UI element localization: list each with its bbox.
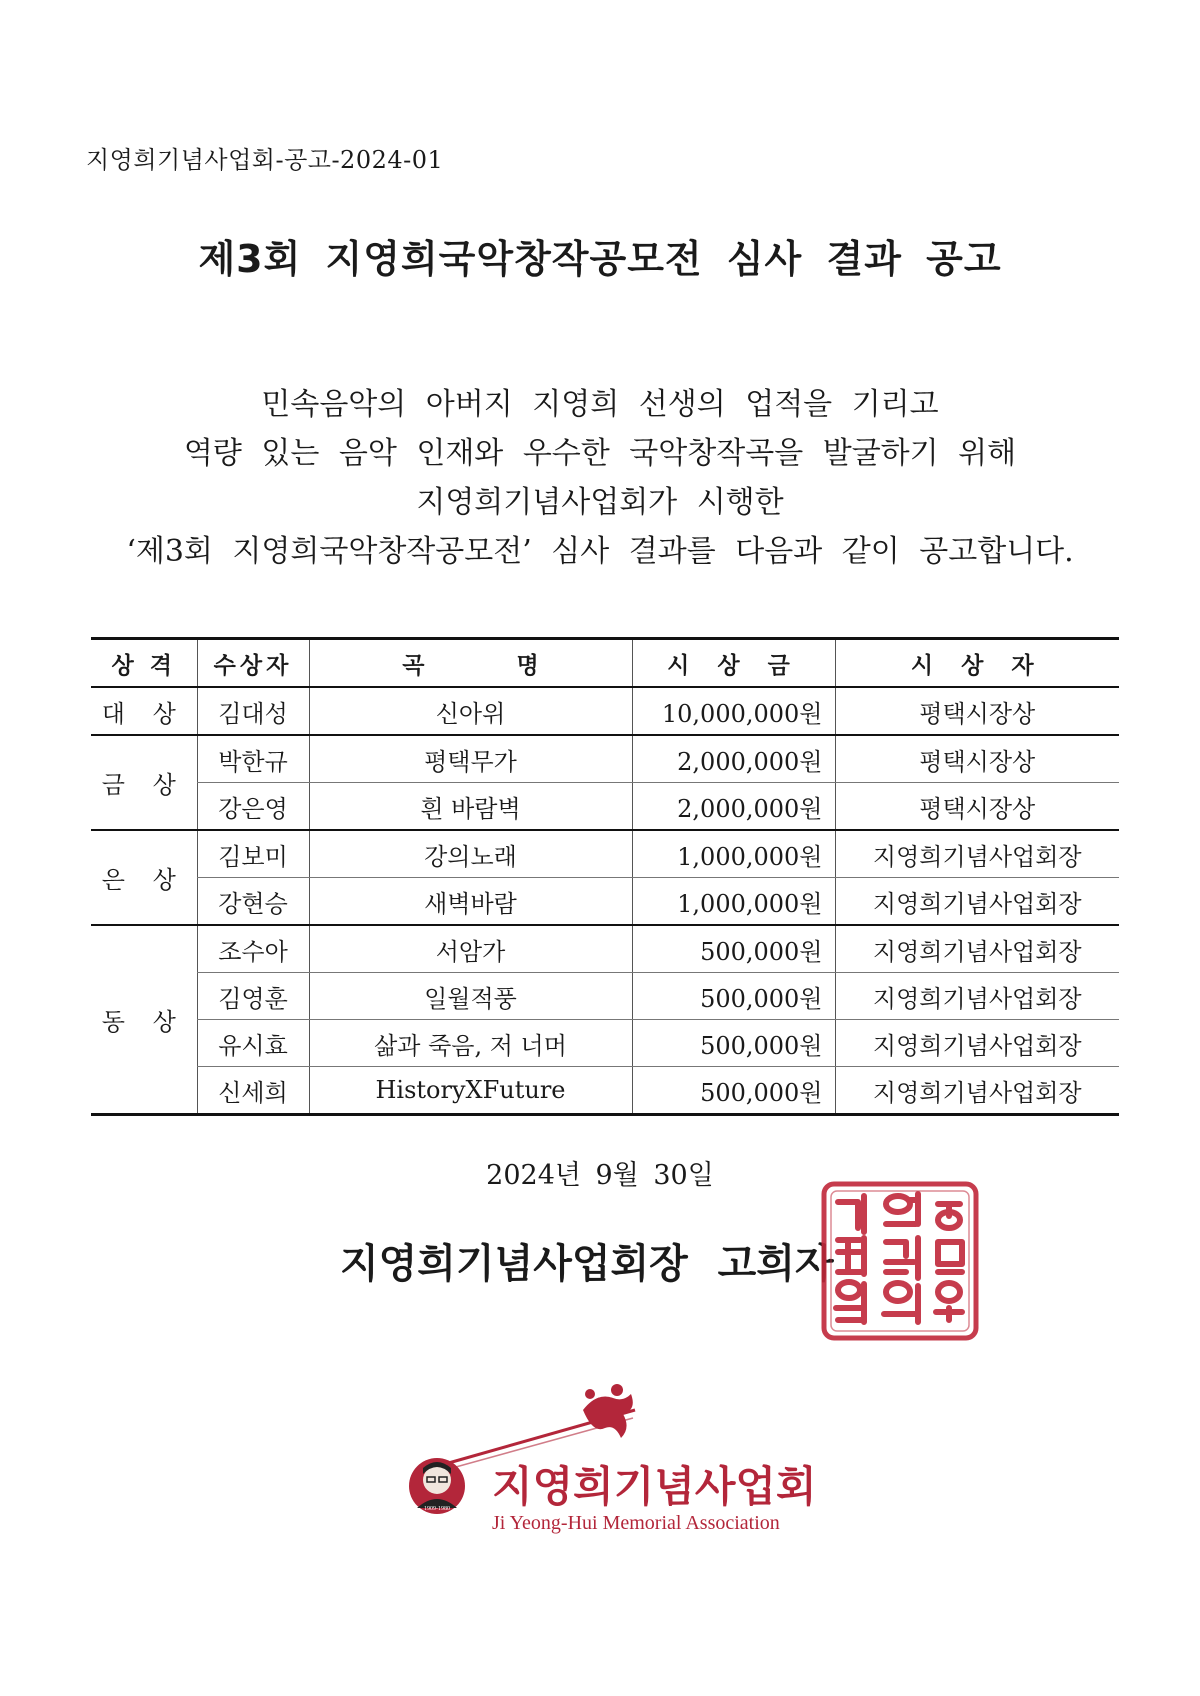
song-cell: 일월적풍: [309, 973, 632, 1020]
header-prize: 시 상 금: [632, 639, 835, 688]
winner-cell: 조수아: [197, 925, 309, 973]
prize-cell: 500,000원: [632, 1020, 835, 1067]
prize-cell: 2,000,000원: [632, 735, 835, 783]
prize-cell: 10,000,000원: [632, 687, 835, 735]
intro-line: 민속음악의 아버지 지영희 선생의 업적을 기리고: [261, 387, 939, 422]
signature-line: 지영희기념사업회장 고희자: [340, 1241, 834, 1287]
presenter-cell: 지영희기념사업회장: [835, 878, 1119, 926]
presenter-cell: 지영희기념사업회장: [835, 925, 1119, 973]
winner-cell: 강현승: [197, 878, 309, 926]
presenter-cell: 지영희기념사업회장: [835, 973, 1119, 1020]
prize-cell: 500,000원: [632, 1067, 835, 1115]
prize-cell: 1,000,000원: [632, 878, 835, 926]
rank-cell: 대 상: [91, 687, 197, 735]
table-row: [91, 1067, 1119, 1115]
table-header-row: [91, 639, 1119, 688]
table-row: [91, 830, 1119, 878]
logo-name-english: Ji Yeong-Hui Memorial Association: [492, 1512, 780, 1534]
prize-cell: 500,000원: [632, 925, 835, 973]
table-row: [91, 735, 1119, 783]
presenter-cell: 지영희기념사업회장: [835, 1020, 1119, 1067]
song-cell: HistoryXFuture: [309, 1067, 632, 1115]
song-cell: 삶과 죽음, 저 너머: [309, 1020, 632, 1067]
winner-cell: 김대성: [197, 687, 309, 735]
presenter-cell: 지영희기념사업회장: [835, 1067, 1119, 1115]
winner-cell: 박한규: [197, 735, 309, 783]
presenter-cell: 지영희기념사업회장: [835, 830, 1119, 878]
prize-cell: 2,000,000원: [632, 783, 835, 831]
rank-cell: 금 상: [91, 735, 197, 830]
intro-line: 역량 있는 음악 인재와 우수한 국악창작곡을 발굴하기 위해: [183, 436, 1017, 471]
table-row: [91, 925, 1119, 973]
song-cell: 강의노래: [309, 830, 632, 878]
prize-cell: 1,000,000원: [632, 830, 835, 878]
portrait-years: 1909-1980: [424, 1506, 450, 1512]
header-winner: 수상자: [197, 639, 309, 688]
presenter-cell: 평택시장상: [835, 783, 1119, 831]
winner-cell: 김영훈: [197, 973, 309, 1020]
header-song: 곡 명: [309, 639, 632, 688]
issue-date: 2024년 9월 30일: [486, 1160, 714, 1191]
prize-cell: 500,000원: [632, 973, 835, 1020]
header-rank: 상 격: [91, 639, 197, 688]
logo-name-korean: 지영희기념사업회: [492, 1462, 817, 1511]
song-cell: 서암가: [309, 925, 632, 973]
official-seal-stamp: [820, 1180, 980, 1342]
header-presenter: 시 상 자: [835, 639, 1119, 688]
table-row: [91, 973, 1119, 1020]
rank-cell: 은 상: [91, 830, 197, 925]
winner-cell: 유시효: [197, 1020, 309, 1067]
page-title: 제3회 지영희국악창작공모전 심사 결과 공고: [198, 237, 1002, 281]
table-row: [91, 687, 1119, 735]
winner-cell: 강은영: [197, 783, 309, 831]
song-cell: 신아위: [309, 687, 632, 735]
document-number: 지영희기념사업회-공고-2024-01: [86, 146, 444, 174]
table-row: [91, 1020, 1119, 1067]
winner-cell: 김보미: [197, 830, 309, 878]
presenter-cell: 평택시장상: [835, 687, 1119, 735]
intro-line: 지영희기념사업회가 시행한: [416, 485, 784, 520]
rank-cell: 동 상: [91, 925, 197, 1115]
table-row: [91, 783, 1119, 831]
song-cell: 흰 바람벽: [309, 783, 632, 831]
winner-cell: 신세희: [197, 1067, 309, 1115]
intro-line: ‘제3회 지영희국악창작공모전’ 심사 결과를 다음과 같이 공고합니다.: [126, 534, 1074, 569]
song-cell: 새벽바람: [309, 878, 632, 926]
results-table: [91, 637, 1119, 1116]
song-cell: 평택무가: [309, 735, 632, 783]
intro-text: [0, 380, 1200, 576]
table-row: [91, 878, 1119, 926]
presenter-cell: 평택시장상: [835, 735, 1119, 783]
